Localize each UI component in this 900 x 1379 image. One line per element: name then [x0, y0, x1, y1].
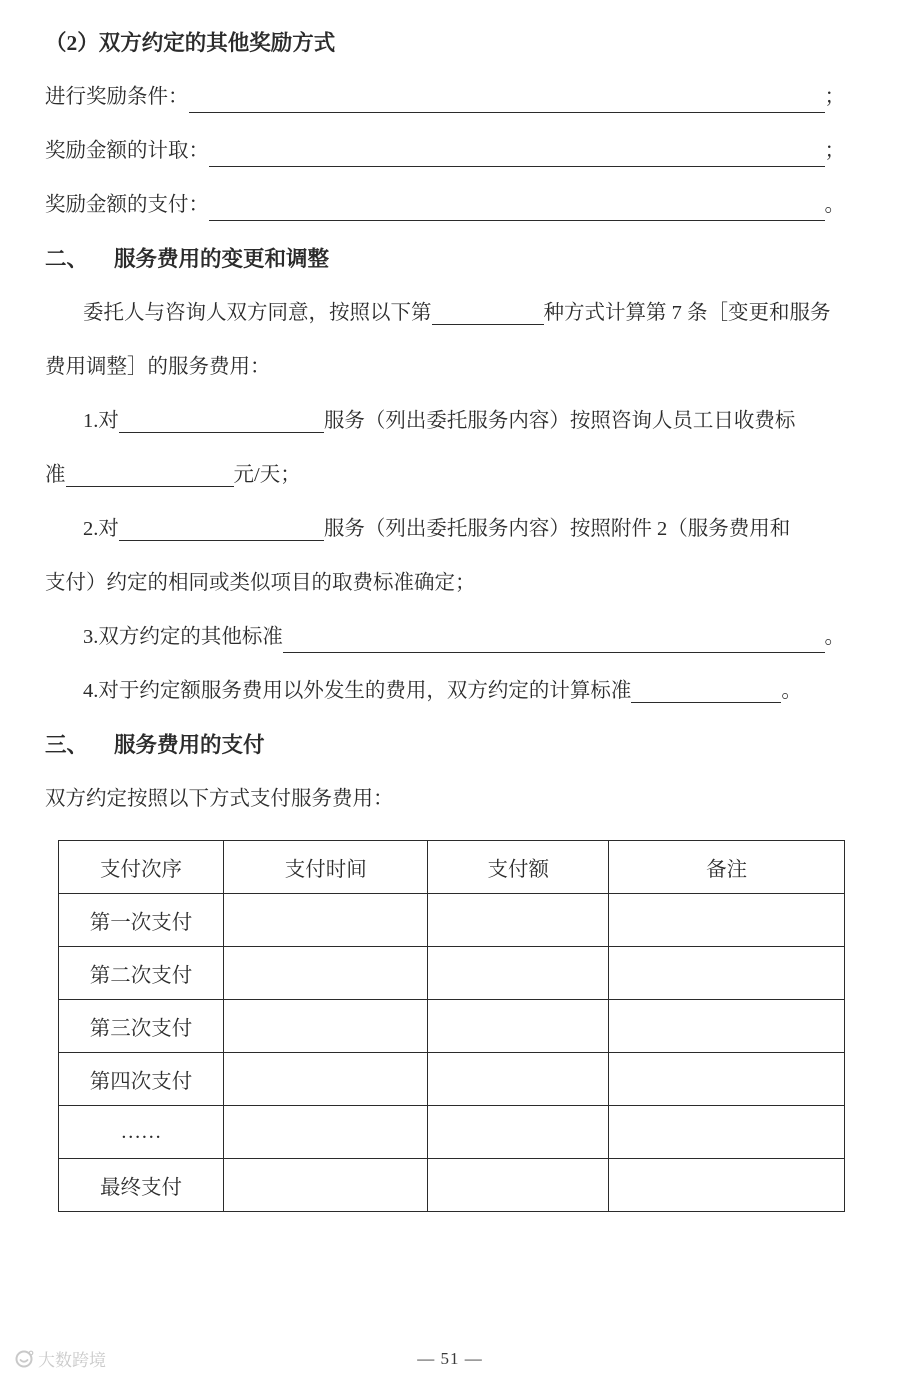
item4-punct: 。 [781, 680, 802, 702]
section2-title: 服务费用的变更和调整 [114, 247, 330, 271]
blank-line [119, 540, 324, 541]
empty-cell [224, 1106, 428, 1159]
reward-section-heading: （2）双方约定的其他奖励方式 [45, 31, 336, 55]
payment-order-cell: …… [59, 1106, 224, 1159]
empty-cell [224, 1053, 428, 1106]
payment-order-cell: 第二次支付 [59, 947, 224, 1000]
intro-text-pre: 委托人与咨询人双方同意，按照以下第 [83, 302, 432, 324]
table-row [59, 1000, 845, 1053]
header-payment-time: 支付时间 [224, 841, 428, 894]
blank-line [119, 432, 324, 433]
item2-pre: 2.对 [83, 518, 119, 540]
empty-cell [428, 1106, 609, 1159]
table-row [59, 947, 845, 1000]
item1-mid: 服务（列出委托服务内容）按照咨询人员工日收费标 [323, 410, 796, 432]
item2-line1 [45, 502, 845, 556]
table-row [59, 894, 845, 947]
payment-order-cell: 第三次支付 [59, 1000, 224, 1053]
item2-mid: 服务（列出委托服务内容）按照附件 2（服务费用和 [323, 518, 791, 540]
field-label: 奖励金额的支付： [45, 194, 209, 216]
empty-cell [609, 1159, 845, 1212]
field-punct: ； [824, 140, 845, 162]
watermark-text: 大数跨境 [38, 1351, 106, 1370]
header-remarks: 备注 [609, 841, 845, 894]
section2-intro-line2: 费用调整］的服务费用： [45, 356, 271, 378]
empty-cell [224, 1000, 428, 1053]
section2-number: 二、 [45, 247, 89, 271]
field-punct: ； [824, 86, 845, 108]
payment-order-cell: 第一次支付 [59, 894, 224, 947]
empty-cell [224, 947, 428, 1000]
header-payment-amount: 支付额 [428, 841, 609, 894]
blank-line [66, 486, 234, 487]
item4-line [45, 664, 845, 718]
blank-line [209, 220, 825, 221]
page-number: — 51 — [417, 1349, 483, 1368]
empty-cell [224, 894, 428, 947]
empty-cell [609, 947, 845, 1000]
item1-line2-post: 元/天； [233, 464, 301, 486]
table-header-row [59, 841, 845, 894]
item3-pre: 3.双方约定的其他标准 [83, 626, 283, 648]
payment-order-cell: 最终支付 [59, 1159, 224, 1212]
item3-line [45, 610, 845, 664]
blank-line [209, 166, 825, 167]
section3-number: 三、 [45, 733, 89, 757]
section3-intro: 双方约定按照以下方式支付服务费用： [45, 788, 394, 810]
field-punct: 。 [824, 194, 845, 216]
section2-heading [45, 232, 845, 286]
table-row [59, 1053, 845, 1106]
empty-cell [428, 1000, 609, 1053]
empty-cell [609, 1053, 845, 1106]
empty-cell [428, 1053, 609, 1106]
empty-cell [609, 894, 845, 947]
table-row [59, 1106, 845, 1159]
empty-cell [428, 947, 609, 1000]
item1-pre: 1.对 [83, 410, 119, 432]
blank-line [283, 652, 825, 653]
item1-line1 [45, 394, 845, 448]
item3-punct: 。 [824, 626, 845, 648]
empty-cell [224, 1159, 428, 1212]
field-reward-condition [45, 70, 845, 124]
field-reward-amount-pay [45, 178, 845, 232]
item4-pre: 4.对于约定额服务费用以外发生的费用，双方约定的计算标准 [83, 680, 632, 702]
payment-order-cell: 第四次支付 [59, 1053, 224, 1106]
table-row [59, 1159, 845, 1212]
item1-line2 [45, 448, 845, 502]
field-label: 奖励金额的计取： [45, 140, 209, 162]
empty-cell [428, 894, 609, 947]
empty-cell [428, 1159, 609, 1212]
item2-line2: 支付）约定的相同或类似项目的取费标准确定； [45, 572, 476, 594]
item1-line2-pre: 准 [45, 464, 66, 486]
intro-text-post: 种方式计算第 7 条［变更和服务 [543, 302, 831, 324]
section2-intro-line1 [45, 286, 845, 340]
empty-cell [609, 1000, 845, 1053]
blank-line [189, 112, 825, 113]
payment-table [58, 840, 845, 1212]
empty-cell [609, 1106, 845, 1159]
header-payment-order: 支付次序 [59, 841, 224, 894]
section3-title: 服务费用的支付 [114, 733, 265, 757]
field-label: 进行奖励条件： [45, 86, 189, 108]
blank-line [432, 324, 544, 325]
field-reward-amount-calc [45, 124, 845, 178]
blank-line [631, 702, 781, 703]
section3-heading [45, 718, 845, 772]
